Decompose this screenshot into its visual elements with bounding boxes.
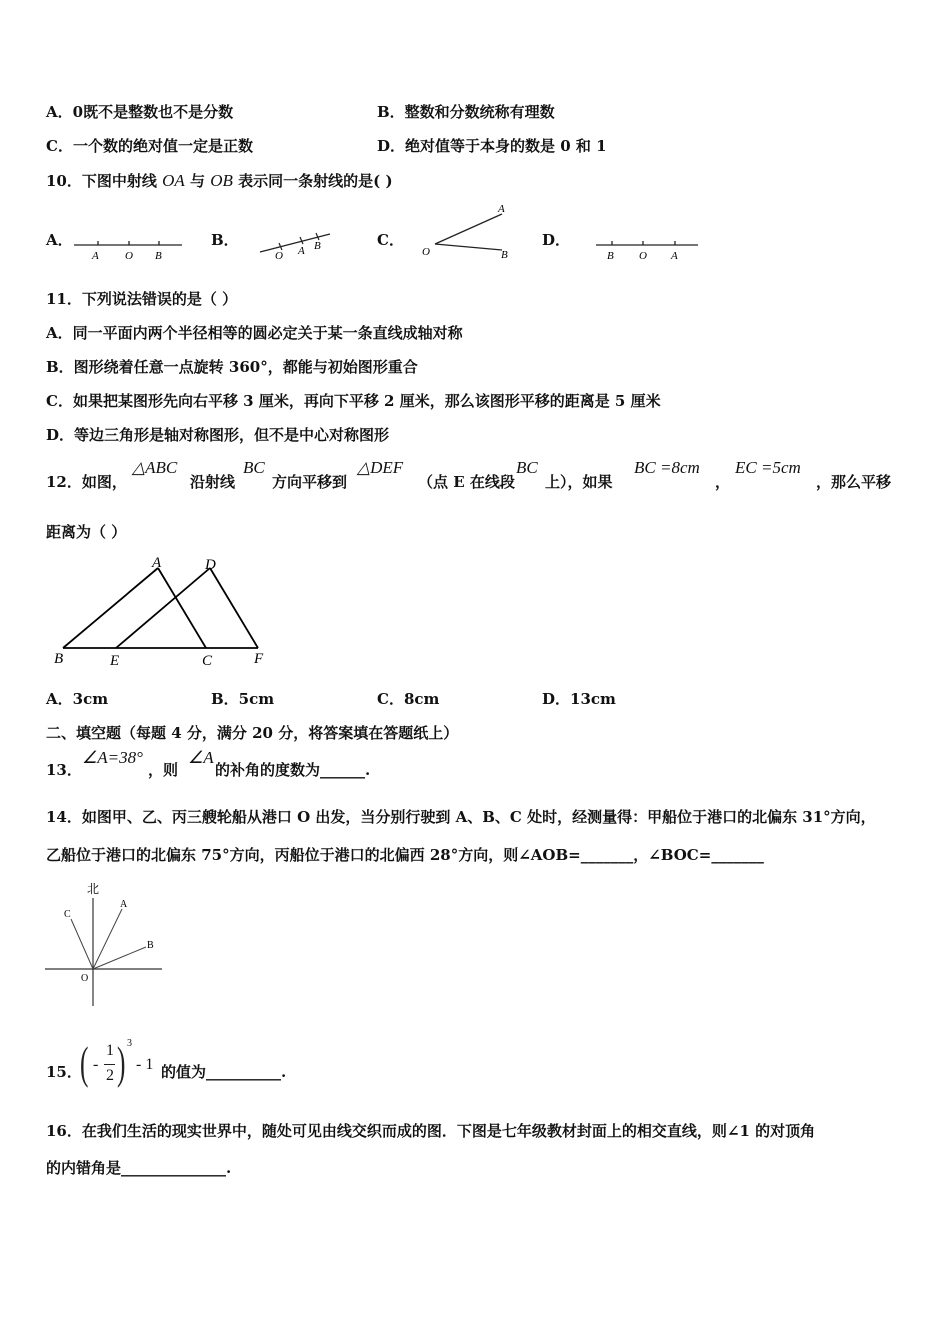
q15-denominator: 2: [106, 1067, 114, 1084]
q11-option-d: D．等边三角形是轴对称图形，但不是中心对称图形: [46, 426, 390, 444]
q15-exponent: 3: [127, 1038, 132, 1049]
q15-left-paren: (: [80, 1037, 89, 1088]
q10-label-b: B．: [211, 231, 239, 249]
q13-p1: ，则: [148, 761, 179, 779]
q12-fig-label-b: B: [54, 651, 64, 667]
q12-math-triangle-abc: △ABC: [132, 458, 178, 477]
q15-suffix: 的值为__________.: [161, 1063, 287, 1081]
q10-oa: OA: [162, 171, 185, 190]
q10-ob: OB: [210, 171, 233, 190]
q12-option-d: D．13cm: [542, 690, 616, 708]
q14-compass-figure: [40, 878, 170, 1013]
q12-option-a: A．3cm: [46, 690, 109, 708]
q10-stem-suffix: 表示同一条射线的是( ): [232, 172, 393, 190]
q10-label-c: C．: [377, 231, 404, 249]
q12-p6: ，: [715, 473, 731, 491]
q12-option-c: C．8cm: [377, 690, 440, 708]
q10-mid: 与: [184, 172, 211, 190]
q14-ray-oc: [71, 919, 93, 969]
q12-fig-label-e: E: [110, 653, 120, 669]
q13-math-angle-a: ∠A: [188, 748, 214, 767]
q15-expression: [80, 1037, 162, 1094]
q12-fig-label-a: A: [152, 555, 162, 571]
q15-neg-sign: -: [93, 1056, 99, 1073]
q11-stem: 11．下列说法错误的是（ ）: [46, 290, 238, 308]
q10c-ray-b: [435, 244, 502, 250]
q10a-label-a: A: [92, 250, 99, 262]
q12-math-bc: BC: [243, 458, 265, 477]
q12-line2: 距离为（ ）: [46, 523, 127, 541]
q10a-label-o: O: [125, 250, 133, 262]
q12-fig-label-d: D: [205, 557, 216, 573]
q10b-label-a: A: [298, 245, 305, 257]
q13-p2: 的补角的度数为______.: [215, 761, 371, 779]
q12-option-b: B．5cm: [211, 690, 275, 708]
q14-label-north: 北: [87, 882, 100, 896]
q14-label-b: B: [147, 940, 154, 951]
q10-figure-c: [418, 198, 518, 264]
q12-p7: ，那么平移: [816, 473, 892, 491]
q13-math-angle-a-38: ∠A=38°: [82, 748, 143, 767]
q15-fraction-bar: [104, 1064, 115, 1065]
q10-stem: [46, 171, 393, 191]
q11-option-c: C．如果把某图形先向右平移 3 厘米，再向下平移 2 厘米，那么该图形平移的距离是 5 厘米: [46, 392, 661, 410]
q10d-label-b: B: [607, 250, 614, 262]
q10c-label-a: A: [498, 203, 505, 215]
q12-p5: 上），如果: [545, 473, 613, 491]
q10-stem-prefix: 10．下图中射线: [46, 172, 163, 190]
q10c-ray-a: [435, 214, 502, 244]
q10-label-d: D．: [542, 231, 571, 249]
q15-num: 15．: [46, 1063, 82, 1081]
q10-label-a: A．: [46, 231, 73, 249]
q15-right-paren: ): [117, 1037, 126, 1088]
q12-math-triangle-def: △DEF: [357, 458, 404, 477]
q12-math-bc-8cm: BC =8cm: [634, 458, 700, 477]
q12-p3: 方向平移到: [272, 473, 348, 491]
q9-option-b: B．整数和分数统称有理数: [377, 103, 555, 121]
q9-option-d: D．绝对值等于本身的数是 0 和 1: [377, 137, 607, 155]
q14-ray-oa: [93, 909, 122, 969]
q10-figure-a: [70, 228, 185, 264]
q10c-label-o: O: [422, 246, 430, 258]
q10-figure-d: [592, 228, 702, 264]
q10-figure-b: [256, 222, 336, 262]
q16-line2: 的内错角是______________.: [46, 1159, 232, 1177]
q9-option-c: C．一个数的绝对值一定是正数: [46, 137, 253, 155]
q14-ray-ob: [93, 947, 146, 969]
q12-math-ec-5cm: EC =5cm: [735, 458, 801, 477]
q15-numerator: 1: [106, 1042, 114, 1059]
q12-fig-label-f: F: [254, 651, 264, 667]
q12-fig-label-c: C: [202, 653, 213, 669]
q14-line2: 乙船位于港口的北偏东 75°方向，丙船位于港口的北偏西 28°方向，则∠AOB=_______，∠BOC=_______: [46, 846, 764, 864]
q10c-label-b: B: [501, 249, 508, 261]
q10b-label-b: B: [314, 240, 321, 252]
q12-p1: 12．如图，: [46, 473, 127, 491]
q12-math-bc-segment: BC: [516, 458, 538, 477]
section-title-fill-in: 二、填空题（每题 4 分，满分 20 分，将答案填在答题纸上）: [46, 724, 459, 742]
q14-line1: 14．如图甲、乙、丙三艘轮船从港口 O 出发，当分别行驶到 A、B、C 处时，经测量得：甲船位于港口的北偏东 31°方向，: [46, 808, 876, 826]
q12-p2: 沿射线: [190, 473, 236, 491]
q11-option-a: A．同一平面内两个半径相等的圆必定关于某一条直线成轴对称: [46, 324, 463, 342]
q14-label-o: O: [81, 973, 89, 984]
q10a-label-b: B: [155, 250, 162, 262]
q11-option-b: B．图形绕着任意一点旋转 360°，都能与初始图形重合: [46, 358, 418, 376]
q14-label-a: A: [120, 899, 128, 910]
q9-option-a: A．0既不是整数也不是分数: [46, 103, 234, 121]
q12-p4: （点 E 在线段: [418, 473, 515, 491]
q14-label-c: C: [64, 909, 71, 920]
q10d-label-a: A: [671, 250, 678, 262]
q10d-label-o: O: [639, 250, 647, 262]
q16-line1: 16．在我们生活的现实世界中，随处可见由线交织而成的图．下图是七年级教材封面上的相交直线，则∠1 的对顶角: [46, 1122, 816, 1140]
q10b-label-o: O: [275, 250, 283, 262]
q13-num: 13．: [46, 761, 82, 779]
q12-figure-triangles: [50, 553, 275, 673]
q15-minus-one: - 1: [136, 1056, 154, 1073]
